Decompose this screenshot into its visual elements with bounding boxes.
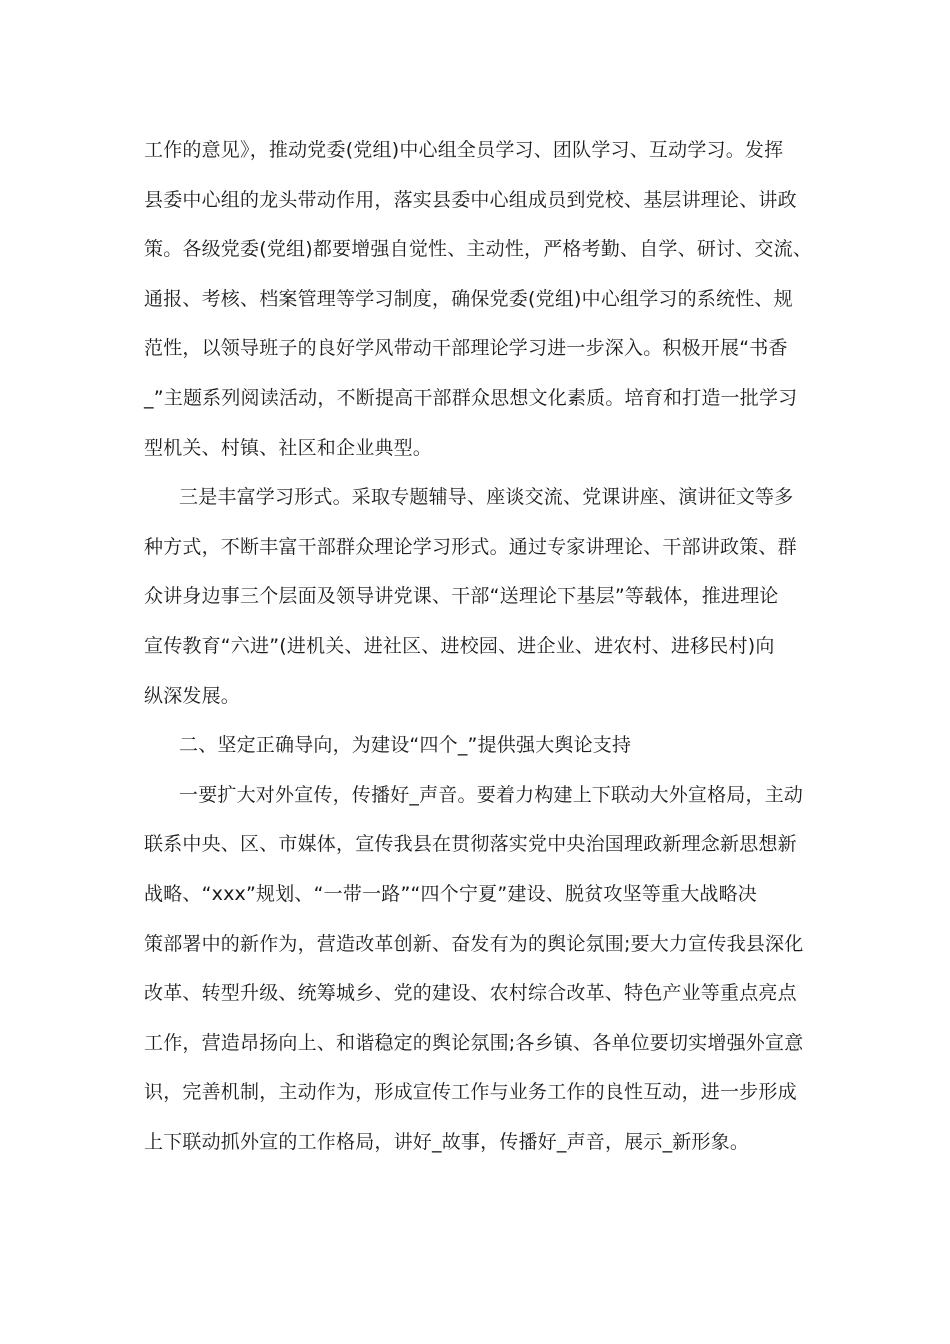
text-line: 工作，营造昂扬向上、和谐稳定的舆论氛围;各乡镇、各单位要切实增强外宣意: [144, 1031, 804, 1054]
text-line: 上下联动抓外宣的工作格局，讲好_故事，传播好_声音，展示_新形象。: [144, 1130, 750, 1153]
text-line: 众讲身边事三个层面及领导讲党课、干部“送理论下基层”等载体，推进理论: [144, 585, 779, 608]
text-line: 战略、“xxx”规划、“一带一路”“四个宁夏”建设、脱贫攻坚等重大战略决: [144, 882, 757, 905]
text-line: 识，完善机制，主动作为，形成宣传工作与业务工作的良性互动，进一步形成: [144, 1081, 797, 1104]
text-line: _”主题系列阅读活动，不断提高干部群众思想文化素质。培育和打造一批学习: [144, 386, 798, 409]
text-line: 策部署中的新作为，营造改革创新、奋发有为的舆论氛围;要大力宣传我县深化: [144, 932, 804, 955]
text-line: 县委中心组的龙头带动作用，落实县委中心组成员到党校、基层讲理论、讲政: [144, 188, 797, 211]
text-line: 改革、转型升级、统筹城乡、党的建设、农村综合改革、特色产业等重点亮点: [144, 982, 797, 1005]
text-line: 范性，以领导班子的良好学风带动干部理论学习进一步深入。积极开展“书香: [144, 337, 788, 360]
text-line: 策。各级党委(党组)都要增强自觉性、主动性，严格考勤、自学、研讨、交流、: [144, 238, 813, 261]
paragraph-start-line: 三是丰富学习形式。采取专题辅导、座谈交流、党课讲座、演讲征文等多: [179, 486, 794, 509]
paragraph-start-line: 一要扩大对外宣传，传播好_声音。要着力构建上下联动大外宣格局，主动: [179, 783, 804, 806]
text-line: 工作的意见》，推动党委(党组)中心组全员学习、团队学习、互动学习。发挥: [144, 139, 784, 161]
section-heading: 二、坚定正确导向，为建设“四个_”提供强大舆论支持: [179, 734, 632, 757]
document-body: [144, 126, 813, 1167]
text-line: 纵深发展。: [144, 684, 241, 707]
text-line: 种方式，不断丰富干部群众理论学习形式。通过专家讲理论、干部讲政策、群: [144, 535, 797, 558]
text-line: 宣传教育“六进”(进机关、进社区、进校园、进企业、进农村、进移民村)向: [144, 634, 775, 657]
text-line: 联系中央、区、市媒体，宣传我县在贯彻落实党中央治国理政新理念新思想新: [144, 833, 797, 856]
text-line: 型机关、村镇、社区和企业典型。: [144, 436, 433, 459]
text-line: 通报、考核、档案管理等学习制度，确保党委(党组)中心组学习的系统性、规: [144, 287, 793, 310]
